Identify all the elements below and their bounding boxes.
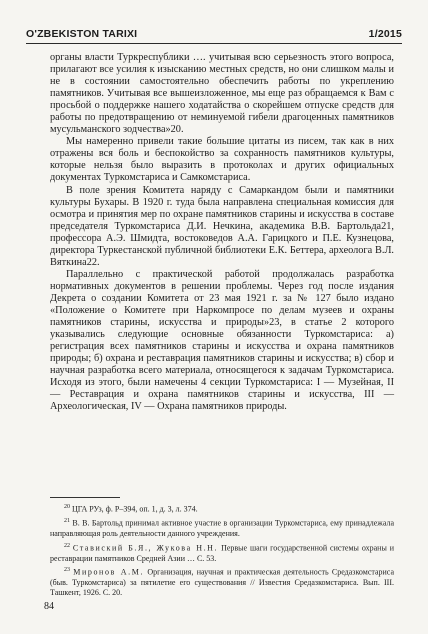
main-text (50, 52, 394, 413)
journal-title: O'ZBEKISTON TARIXI (26, 28, 138, 40)
footnote-number: 21 (64, 518, 70, 525)
footnote-number: 20 (64, 504, 70, 510)
footnote-number: 22 (64, 542, 70, 549)
footnote-21 (50, 516, 394, 539)
footnote-author: Ставиский Б.Я., Жукова Н.Н. (72, 543, 219, 553)
issue-number: 1/2015 (368, 28, 402, 40)
footnote-20 (50, 502, 394, 515)
paragraph-4: Параллельно с практической работой продолжалась разработка нормативных документов в решении проблемы. Через год после издания Декрета о создании Комитета от 23 мая 1921 г. за № 127 было издано «Положение о Комитете при Наркомпросе по делам музеев и охраны памятников старины, искусства и природы»23, в статье 2 которого указывались следующие основные обязанности Туркомстариса: а) регистрация всех памятников старины и искусства и охрана памятников природы; б) охрана и реставрация памятников старины и искусства; в) сбор и научная разработка всего материала, относящегося к задачам Туркомстариса. Исходя из этого, были намечены 4 секции Туркомстариса: I — Музейная, II — Реставрация и охрана памятников старины и искусства, III — Археологическая, IV — Охрана памятников природы. (50, 268, 394, 413)
footnotes (50, 502, 394, 600)
footnote-text: Первые шаги государственной системы охраны и реставрации памятников Средней Азии … С. 53. (50, 543, 394, 563)
footnote-text: В. В. Бартольд принимал активное участие в организации Туркомстариса, ему принадлежала направляющая роль деятельности данного учреждения. (50, 518, 394, 539)
page-number: 84 (44, 601, 54, 612)
running-header (26, 22, 402, 44)
footnote-22 (50, 541, 394, 564)
footnote-author: Миронов А.М. (73, 567, 145, 577)
paragraph-3: В поле зрения Комитета наряду с Самаркандом были и памятники культуры Бухары. В 1920 г. туда была направлена специальная комиссия для осмотра и принятия мер по охране памятников старины и искусства в составе председателя Туркомстариса Д.И. Нечкина, академика В.В. Бартольда21, профессора А.Э. Шмидта, востоковедов А.А. Гарицкого и П.Е. Кузнецова, директора Туркестанской публичной библиотеки Е.К. Беттера, археолога В.Л. Вяткина22. (50, 184, 394, 268)
footnote-text: ЦГА РУз, ф. Р–394, оп. 1, д. 3, л. 374. (72, 504, 198, 514)
paragraph-2: Мы намеренно привели такие большие цитаты из писем, так как в них отражены вся боль и беспокойство за сохранность памятников культуры, которые нельзя было выразить в протоколах и других официальных документах Туркомстариса и Самкомстариса. (50, 136, 394, 184)
footnote-23 (50, 565, 394, 599)
footnote-number: 23 (64, 567, 70, 573)
footnote-text: Организация, научная и практическая деятельность Средазкомстариса (быв. Туркомстариса) за пятилетие его существования // Известия Средазкомстариса. Вып. III. Ташкент, 1926. С. 20. (50, 567, 395, 598)
paragraph-1: органы власти Туркреспублики …. учитывая всю серьезность этого вопроса, прилагают все усилия к изысканию местных средств, но они слишком малы и не в состоянии самостоятельно обеспечить работы по укреплению памятников. Учитывая все вышеизложенное, мы еще раз обращаемся к Вам с просьбой о поддержке нашего ходатайства о скорейшем отпуске средств для работы по предотвращению от неминуемой гибели драгоценных памятников мусульманского зодчества»20. (50, 52, 394, 136)
footnote-separator (50, 497, 120, 498)
